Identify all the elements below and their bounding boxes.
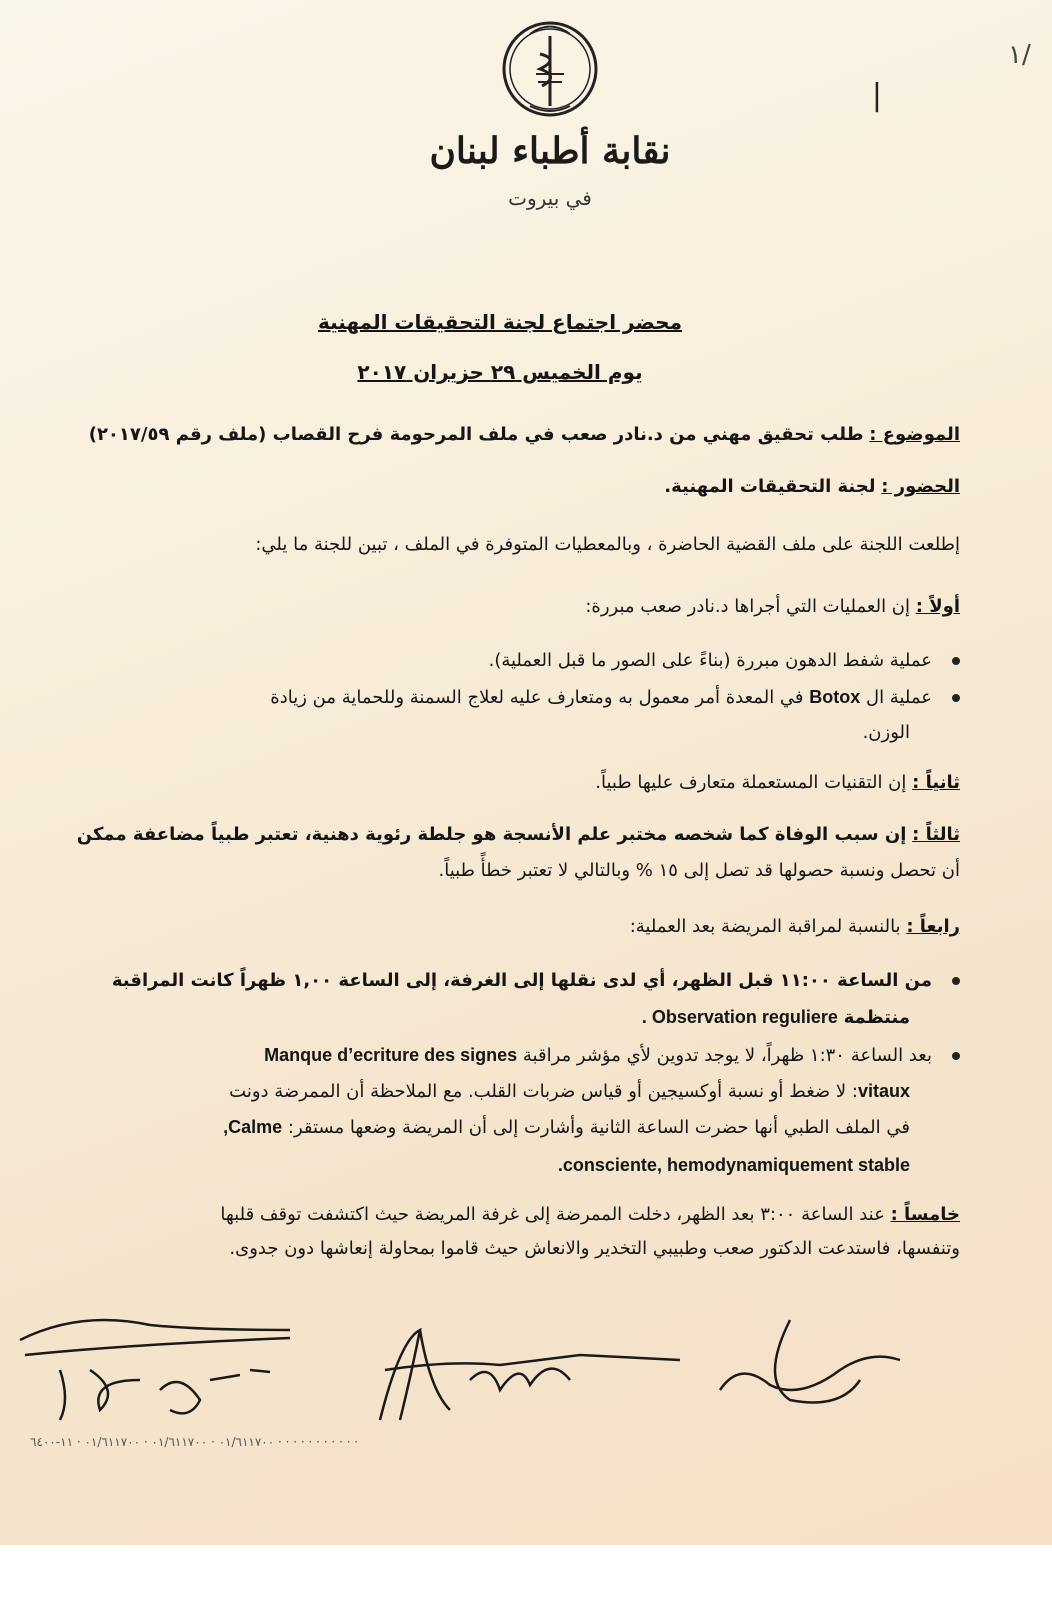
bullet-icon [952,657,960,665]
organization-city: في بيروت [508,186,592,210]
third-point: ثالثاً : إن سبب الوفاة كما شخصه مختبر علم الأنسجة هو جلطة رئوية دهنية، تعتبر طبياً مضاعفة ممكن [76,824,960,845]
fifth-point-cont: وتنفسها، فاستدعت الدكتور صعب وطبيبي التخدير والانعاش حيث قاموا بمحاولة إنعاشها دون جدوى. [229,1238,960,1259]
first-bullet-2: عملية ال Botox في المعدة أمر معمول به ومتعارف عليه لعلاج السمنة وللحماية من زيادة [60,682,960,713]
third-point-cont: أن تحصل ونسبة حصولها قد تصل إلى ١٥ % وبالتالي لا تعتبر خطأً طبياً. [438,860,960,881]
bullet-icon [952,694,960,702]
fifth-point: خامساً : عند الساعة ٣:٠٠ بعد الظهر، دخلت الممرضة إلى غرفة المريضة حيث اكتشفت توقف قلبها [220,1204,960,1225]
organization-name: نقابة أطباء لبنان [429,130,671,172]
corner-mark: ١/ [1008,40,1031,70]
attendance-label: الحضور : [881,476,960,497]
syndicate-crest-logo [500,14,600,124]
fourth-bullet-1-cont: منتظمة Observation reguliere . [641,1007,910,1028]
fourth-bullet-2-cont-2: في الملف الطبي أنها حضرت الساعة الثانية وأشارت إلى أن المريضة وضعها مستقر: Calme, [223,1117,910,1138]
document-date: يوم الخميس ٢٩ حزيران ٢٠١٧ [357,360,643,384]
bullet-icon [952,977,960,985]
first-bullet-2-cont: الوزن. [862,722,910,743]
subject-line [60,420,960,450]
fourth-bullet-2-cont-1: vitaux: لا ضغط أو نسبة أوكسيجين أو قياس ضربات القلب. مع الملاحظة أن الممرضة دونت [229,1081,910,1102]
fourth-heading: رابعاً : بالنسبة لمراقبة المريضة بعد العملية: [629,916,960,937]
first-heading: أولاً : إن العمليات التي أجراها د.نادر صعب مبررة: [585,596,960,617]
document-title: محضر اجتماع لجنة التحقيقات المهنية [318,310,682,334]
signature-right [720,1320,900,1403]
attendance-line [60,472,960,502]
subject-label: الموضوع : [869,424,960,445]
footer-contact-line: ٠١/٦١١٧٠٠ · ٠١/٦١١٧٠٠ · ٠١/٦١١٧٠٠ · ١١-٦٤٠٠ · · · · · · · · · · · [30,1435,359,1449]
bullet-icon [952,1052,960,1060]
fourth-bullet-2-cont-3: consciente, hemodynamiquement stable. [557,1155,910,1175]
fourth-bullet-2: بعد الساعة ١:٣٠ ظهراً، لا يوجد تدوين لأي مؤشر مراقبة Manque d’ecriture des signes [60,1040,960,1071]
attendance-text: لجنة التحقيقات المهنية. [664,476,876,497]
second-point: ثانياً : إن التقنيات المستعملة متعارف عليها طبياً. [595,772,960,793]
first-bullet-1: عملية شفط الدهون مبررة (بناءً على الصور ما قبل العملية). [60,646,960,676]
fourth-bullet-1: من الساعة ١١:٠٠ قبل الظهر، أي لدى نقلها إلى الغرفة، إلى الساعة ١,٠٠ ظهراً كانت المراقبة [60,966,960,996]
signature-middle [380,1330,680,1420]
subject-text: طلب تحقيق مهني من د.نادر صعب في ملف المرحومة فرح القصاب (ملف رقم ٢٠١٧/٥٩) [88,424,864,445]
signature-left [20,1320,290,1420]
margin-mark: | [871,78,882,113]
intro-paragraph: إطلعت اللجنة على ملف القضية الحاضرة ، وبالمعطيات المتوفرة في الملف ، تبين للجنة ما يلي: [255,534,960,555]
